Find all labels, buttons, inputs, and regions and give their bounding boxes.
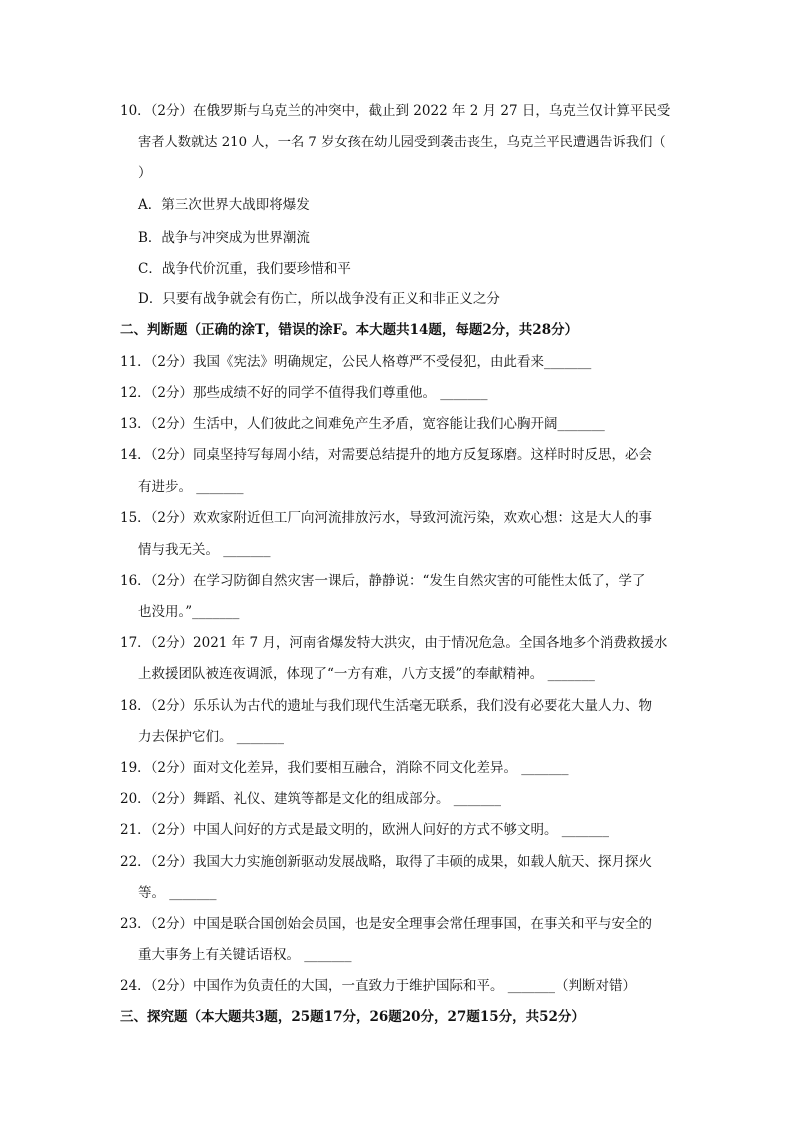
question-10-line-1: 10．（2分）在俄罗斯与乌克兰的冲突中，截止到 2022 年 2 月 27 日，乌克兰仅计算平民受: [120, 103, 671, 119]
option-c: C．战争代价沉重，我们要珍惜和平: [138, 261, 351, 277]
question-10-line-2: 害者人数就达 210 人，一名 7 岁女孩在幼儿园受到袭击丧生，乌克兰平民遭遇告诉我们（: [138, 135, 666, 150]
option-d: D．只要有战争就会有伤亡，所以战争没有正义和非正义之分: [138, 291, 500, 307]
question-16-line-2: 也没用。”_______: [138, 604, 240, 620]
question-23-line-1: 23．（2分）中国是联合国创始会员国，也是安全理事会常任理事国，在事关和平与安全的: [120, 916, 653, 932]
question-19: 19．（2分）面对文化差异，我们要相互融合，消除不同文化差异。 _______: [120, 760, 569, 776]
question-23-line-2: 重大事务上有关键话语权。 _______: [138, 947, 352, 963]
question-17-line-2: 上救援团队被连夜调派，体现了“一方有难，八方支援”的奉献精神。 _______: [138, 666, 595, 682]
question-12: 12．（2分）那些成绩不好的同学不值得我们尊重他。 _______: [120, 385, 488, 401]
question-15-line-2: 情与我无关。 _______: [138, 542, 271, 558]
question-16-line-1: 16．（2分）在学习防御自然灾害一课后，静静说：“发生自然灾害的可能性太低了，学了: [120, 573, 646, 589]
question-15-line-1: 15．（2分）欢欢家附近但工厂向河流排放污水，导致河流污染，欢欢心想：这是大人的事: [120, 510, 653, 526]
question-11: 11．（2分）我国《宪法》明确规定，公民人格尊严不受侵犯，由此看来_______: [120, 354, 592, 370]
option-b: B．战争与冲突成为世界潮流: [138, 230, 310, 246]
question-14-line-2: 有进步。 _______: [138, 479, 244, 495]
question-20: 20．（2分）舞蹈、礼仪、建筑等都是文化的组成部分。 _______: [120, 791, 502, 807]
section-2-heading: 二、判断题（正确的涂T，错误的涂F。本大题共14题，每题2分，共28分）: [120, 322, 579, 338]
option-a: A．第三次世界大战即将爆发: [138, 197, 310, 213]
question-14-line-1: 14．（2分）同桌坚持写每周小结，对需要总结提升的地方反复琢磨。这样时时反思，必会: [120, 447, 653, 463]
question-10-line-3: ）: [138, 165, 152, 181]
question-13: 13．（2分）生活中，人们彼此之间难免产生矛盾，宽容能让我们心胸开阔_______: [120, 416, 605, 432]
question-21: 21．（2分）中国人问好的方式是最文明的，欧洲人问好的方式不够文明。 _______: [120, 822, 610, 838]
section-3-heading: 三、探究题（本大题共3题，25题17分，26题20分，27题15分，共52分）: [120, 1009, 585, 1025]
question-17-line-1: 17．（2分）2021 年 7 月，河南省爆发特大洪灾，由于情况危急。全国各地多个消费救援水: [120, 635, 668, 651]
question-18-line-2: 力去保护它们。 _______: [138, 729, 285, 745]
question-24: 24．（2分）中国作为负责任的大国，一直致力于维护国际和平。 _______（判断对错）: [120, 978, 637, 994]
question-18-line-1: 18．（2分）乐乐认为古代的遗址与我们现代生活毫无联系，我们没有必要花大量人力、物: [120, 698, 653, 714]
question-22-line-2: 等。 _______: [138, 885, 217, 901]
question-22-line-1: 22．（2分）我国大力实施创新驱动发展战略，取得了丰硕的成果，如载人航天、探月探火: [120, 854, 653, 870]
